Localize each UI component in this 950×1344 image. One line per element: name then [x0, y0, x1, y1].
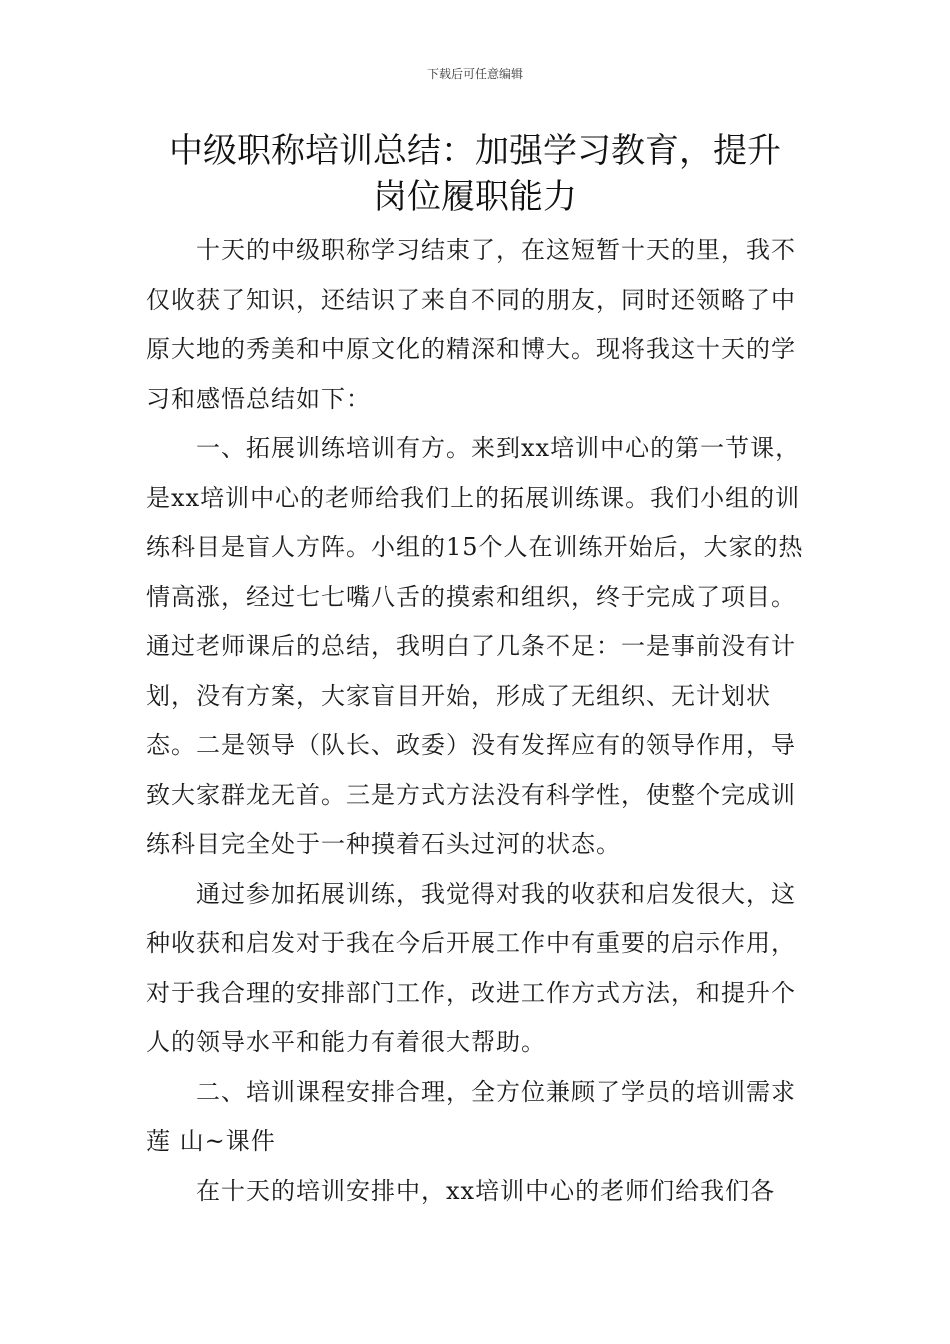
title-line-1: 中级职称培训总结：加强学习教育，提升	[169, 131, 781, 171]
title-line-2: 岗位履职能力	[373, 177, 577, 217]
paragraph-reflection: 通过参加拓展训练，我觉得对我的收获和启发很大，这种收获和启发对于我在今后开展工作中有重要的启示作用，对于我合理的安排部门工作，改进工作方式方法，和提升个人的领导水平和能力有着很大帮助。	[146, 879, 796, 1056]
document-title	[130, 128, 820, 220]
paragraph-schedule: 在十天的培训安排中，xx培训中心的老师们给我们各	[196, 1176, 776, 1205]
paragraph-section-two: 二、培训课程安排合理，全方位兼顾了学员的培训需求莲 山~课件	[146, 1077, 796, 1155]
document-body	[146, 226, 810, 1216]
paragraph-intro: 十天的中级职称学习结束了，在这短暂十天的里，我不仅收获了知识，还结识了来自不同的朋友，同时还领略了中原大地的秀美和中原文化的精深和博大。现将我这十天的学习和感悟总结如下：	[146, 236, 796, 413]
paragraph-section-one: 一、拓展训练培训有方。来到xx培训中心的第一节课，是xx培训中心的老师给我们上的拓展训练课。我们小组的训练科目是盲人方阵。小组的15个人在训练开始后，大家的热情高涨，经过七七嘴八舌的摸索和组织，终于完成了项目。通过老师课后的总结，我明白了几条不足：一是事前没有计划，没有方案，大家盲目开始，形成了无组织、无计划状态。二是领导（队长、政委）没有发挥应有的领导作用，导致大家群龙无首。三是方式方法没有科学性，使整个完成训练科目完全处于一种摸着石头过河的状态。	[146, 434, 804, 858]
header-note: 下载后可任意编辑	[426, 67, 523, 81]
